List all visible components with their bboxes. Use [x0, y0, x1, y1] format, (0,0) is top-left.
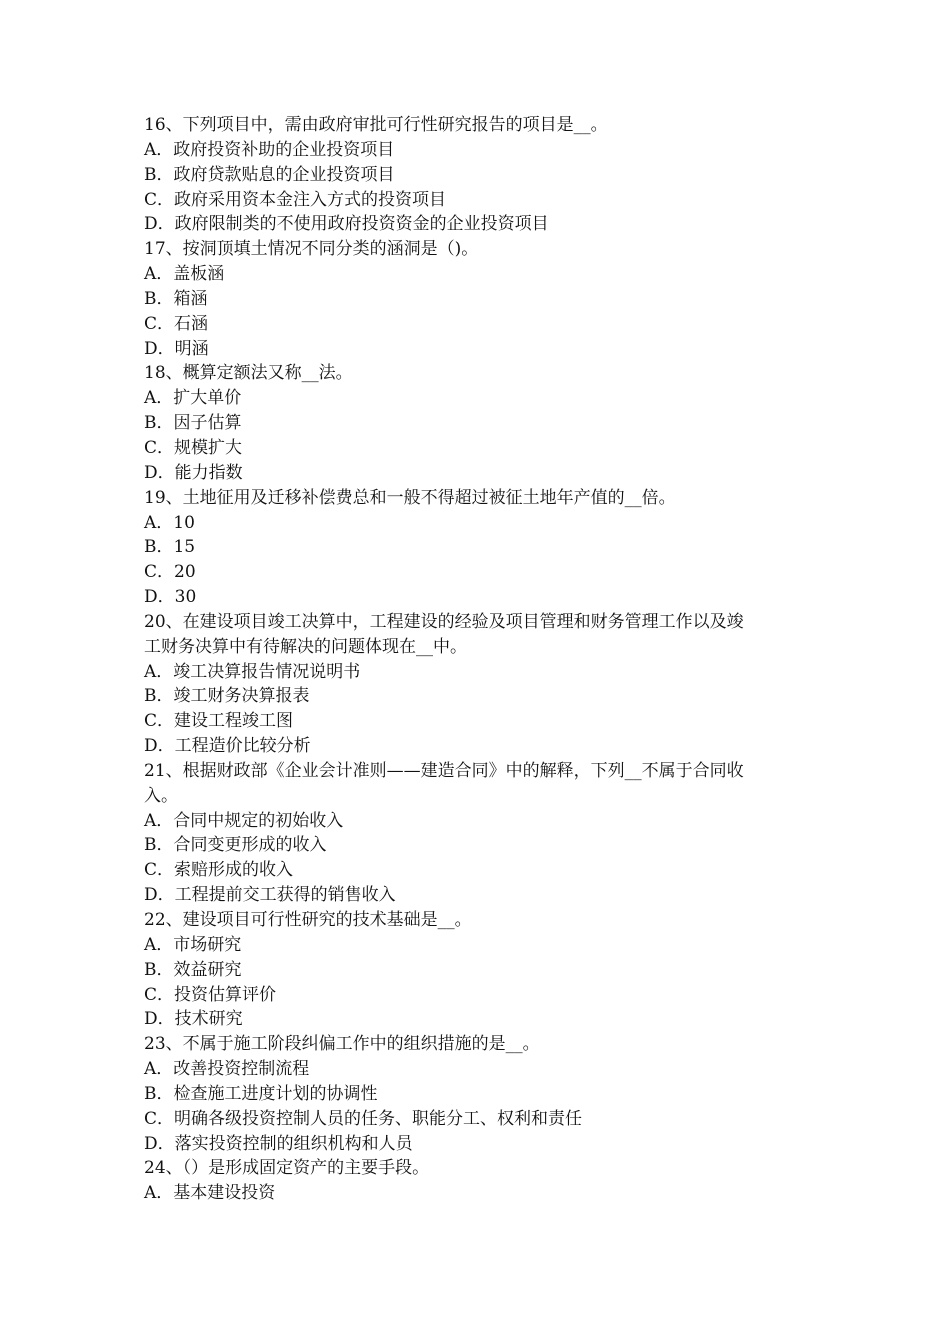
option-c: C．20	[144, 562, 196, 583]
option-b: B．效益研究	[144, 959, 242, 980]
option-a: A．改善投资控制流程	[144, 1059, 310, 1080]
option-c: C．索赔形成的收入	[144, 860, 294, 881]
option-c: C．石涵	[144, 313, 209, 334]
question-16	[144, 113, 824, 237]
question-stem-line-2: 入。	[144, 785, 178, 806]
question-stem: 18、概算定额法又称__法。	[144, 363, 353, 384]
option-c: C．建设工程竣工图	[144, 711, 294, 732]
question-stem: 22、建设项目可行性研究的技术基础是__。	[144, 910, 472, 930]
option-c: C．规模扩大	[144, 437, 243, 458]
option-b: B．15	[144, 537, 196, 558]
option-b: B．合同变更形成的收入	[144, 835, 327, 856]
option-c: C．政府采用资本金注入方式的投资项目	[144, 189, 447, 210]
question-stem: 23、不属于施工阶段纠偏工作中的组织措施的是__。	[144, 1034, 540, 1055]
question-stem-line-2: 工财务决算中有待解决的问题体现在__中。	[144, 636, 467, 657]
question-stem: 19、土地征用及迁移补偿费总和一般不得超过被征土地年产值的__倍。	[144, 487, 676, 508]
option-a: A．政府投资补助的企业投资项目	[144, 139, 395, 160]
option-a: A．盖板涵	[144, 264, 225, 285]
question-22	[144, 908, 824, 1032]
question-17	[144, 237, 824, 361]
option-d: D．工程提前交工获得的销售收入	[144, 885, 396, 906]
question-23	[144, 1032, 824, 1156]
option-b: B．政府贷款贴息的企业投资项目	[144, 164, 395, 185]
option-a: A．10	[144, 512, 195, 533]
option-d: D．政府限制类的不使用政府投资资金的企业投资项目	[144, 214, 549, 235]
question-21	[144, 759, 824, 908]
option-b: B．竣工财务决算报表	[144, 686, 310, 707]
option-b: B．检查施工进度计划的协调性	[144, 1083, 378, 1104]
question-18	[144, 361, 824, 485]
option-a: A．竣工决算报告情况说明书	[144, 661, 361, 682]
question-stem: 17、按洞顶填土情况不同分类的涵洞是（)。	[144, 239, 479, 260]
option-a: A．市场研究	[144, 934, 242, 955]
question-stem-line-1: 21、根据财政部《企业会计准则——建造合同》中的解释，下列__不属于合同收	[144, 760, 744, 781]
question-stem: 16、下列项目中，需由政府审批可行性研究报告的项目是__。	[144, 115, 608, 135]
question-stem-line-1: 20、在建设项目竣工决算中，工程建设的经验及项目管理和财务管理工作以及竣	[144, 611, 744, 632]
option-b: B．箱涵	[144, 288, 208, 309]
question-19	[144, 486, 824, 610]
option-d: D．技术研究	[144, 1009, 243, 1030]
option-c: C．投资估算评价	[144, 984, 277, 1005]
option-a: A．合同中规定的初始收入	[144, 810, 344, 831]
question-list	[144, 113, 824, 1206]
question-24	[144, 1156, 824, 1206]
option-a: A．基本建设投资	[144, 1183, 276, 1204]
option-d: D．能力指数	[144, 462, 243, 483]
option-b: B．因子估算	[144, 413, 242, 434]
question-20	[144, 610, 824, 759]
option-d: D．明涵	[144, 338, 209, 359]
option-c: C．明确各级投资控制人员的任务、职能分工、权利和责任	[144, 1108, 583, 1129]
option-d: D．落实投资控制的组织机构和人员	[144, 1133, 413, 1154]
option-d: D．工程造价比较分析	[144, 736, 311, 757]
question-stem: 24、（）是形成固定资产的主要手段。	[144, 1158, 430, 1179]
option-a: A．扩大单价	[144, 388, 242, 409]
option-d: D．30	[144, 587, 197, 608]
